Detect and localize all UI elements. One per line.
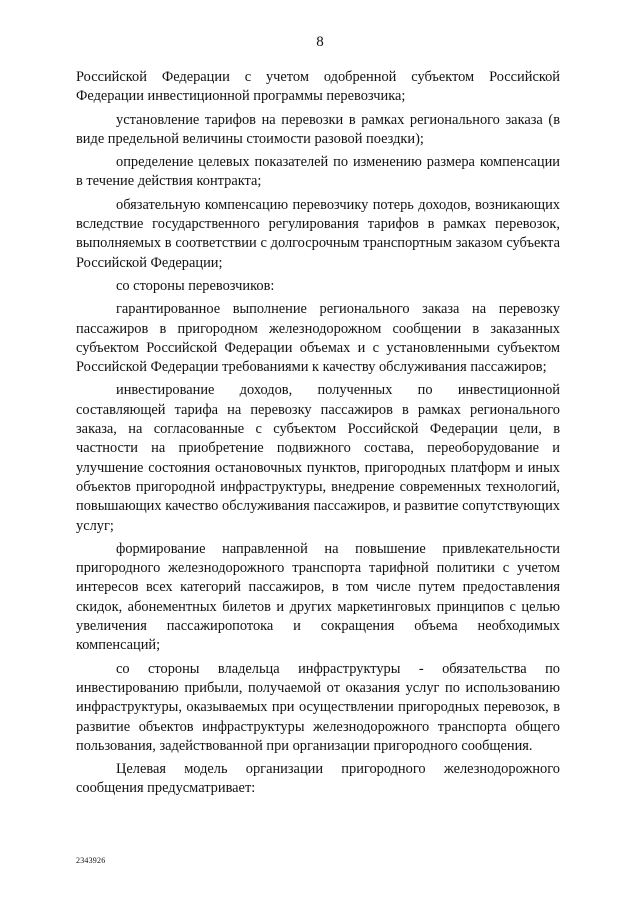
- document-id: 2343926: [76, 856, 106, 865]
- paragraph: со стороны перевозчиков:: [116, 277, 275, 294]
- paragraph: инвестирование доходов, полученных по инвестиционной составляющей тарифа на перевозку пассажиров в рамках регионального заказа, на согласованные с субъектом Российской Федерации цели, в частности на приобретение подвижного состава, переоборудование и улучшение состояния остановочных пунктов, пригородных платформ и иных объектов пригородной инфраструктуры, внедрение современных технологий, повышающих качество обслуживания пассажиров, и развитие сопутствующих услуг;: [76, 382, 560, 534]
- paragraph: Российской Федерации с учетом одобренной субъектом Российской Федерации инвестиционной программы перевозчика;: [76, 69, 560, 105]
- paragraph: определение целевых показателей по изменению размера компенсации в течение действия контракта;: [76, 154, 560, 190]
- page-number: 8: [316, 34, 324, 50]
- paragraph: обязательную компенсацию перевозчику потерь доходов, возникающих вследствие государственного регулирования тарифов в рамках перевозок, выполняемых в соответствии с долгосрочным транспортным заказом субъекта Российской Федерации;: [76, 196, 560, 271]
- paragraph: формирование направленной на повышение привлекательности пригородного железнодорожного транспорта тарифной политики с учетом интересов всех категорий пассажиров, в том числе путем предоставления скидок, абонементных билетов и других маркетинговых принципов с целью увеличения пассажиропотока и сокращения объема необходимых компенсаций;: [76, 540, 560, 654]
- paragraph: установление тарифов на перевозки в рамках регионального заказа (в виде предельной величины стоимости разовой поездки);: [76, 111, 560, 147]
- body-text: [76, 68, 560, 799]
- paragraph: гарантированное выполнение регионального заказа на перевозку пассажиров в пригородном железнодорожном сообщении в заказанных субъектом Российской Федерации объемах и с установленными субъектом Российской Федерации требованиями к качеству обслуживания пассажиров;: [76, 301, 560, 376]
- paragraph: со стороны владельца инфраструктуры - обязательства по инвестированию прибыли, получаемой от оказания услуг по использованию инфраструктуры, оказываемых при осуществлении пригородных перевозок, в развитие объектов инфраструктуры железнодорожного транспорта общего пользования, задействованной при организации пригородного сообщения.: [76, 660, 560, 754]
- paragraph: Целевая модель организации пригородного железнодорожного сообщения предусматривает:: [76, 761, 560, 797]
